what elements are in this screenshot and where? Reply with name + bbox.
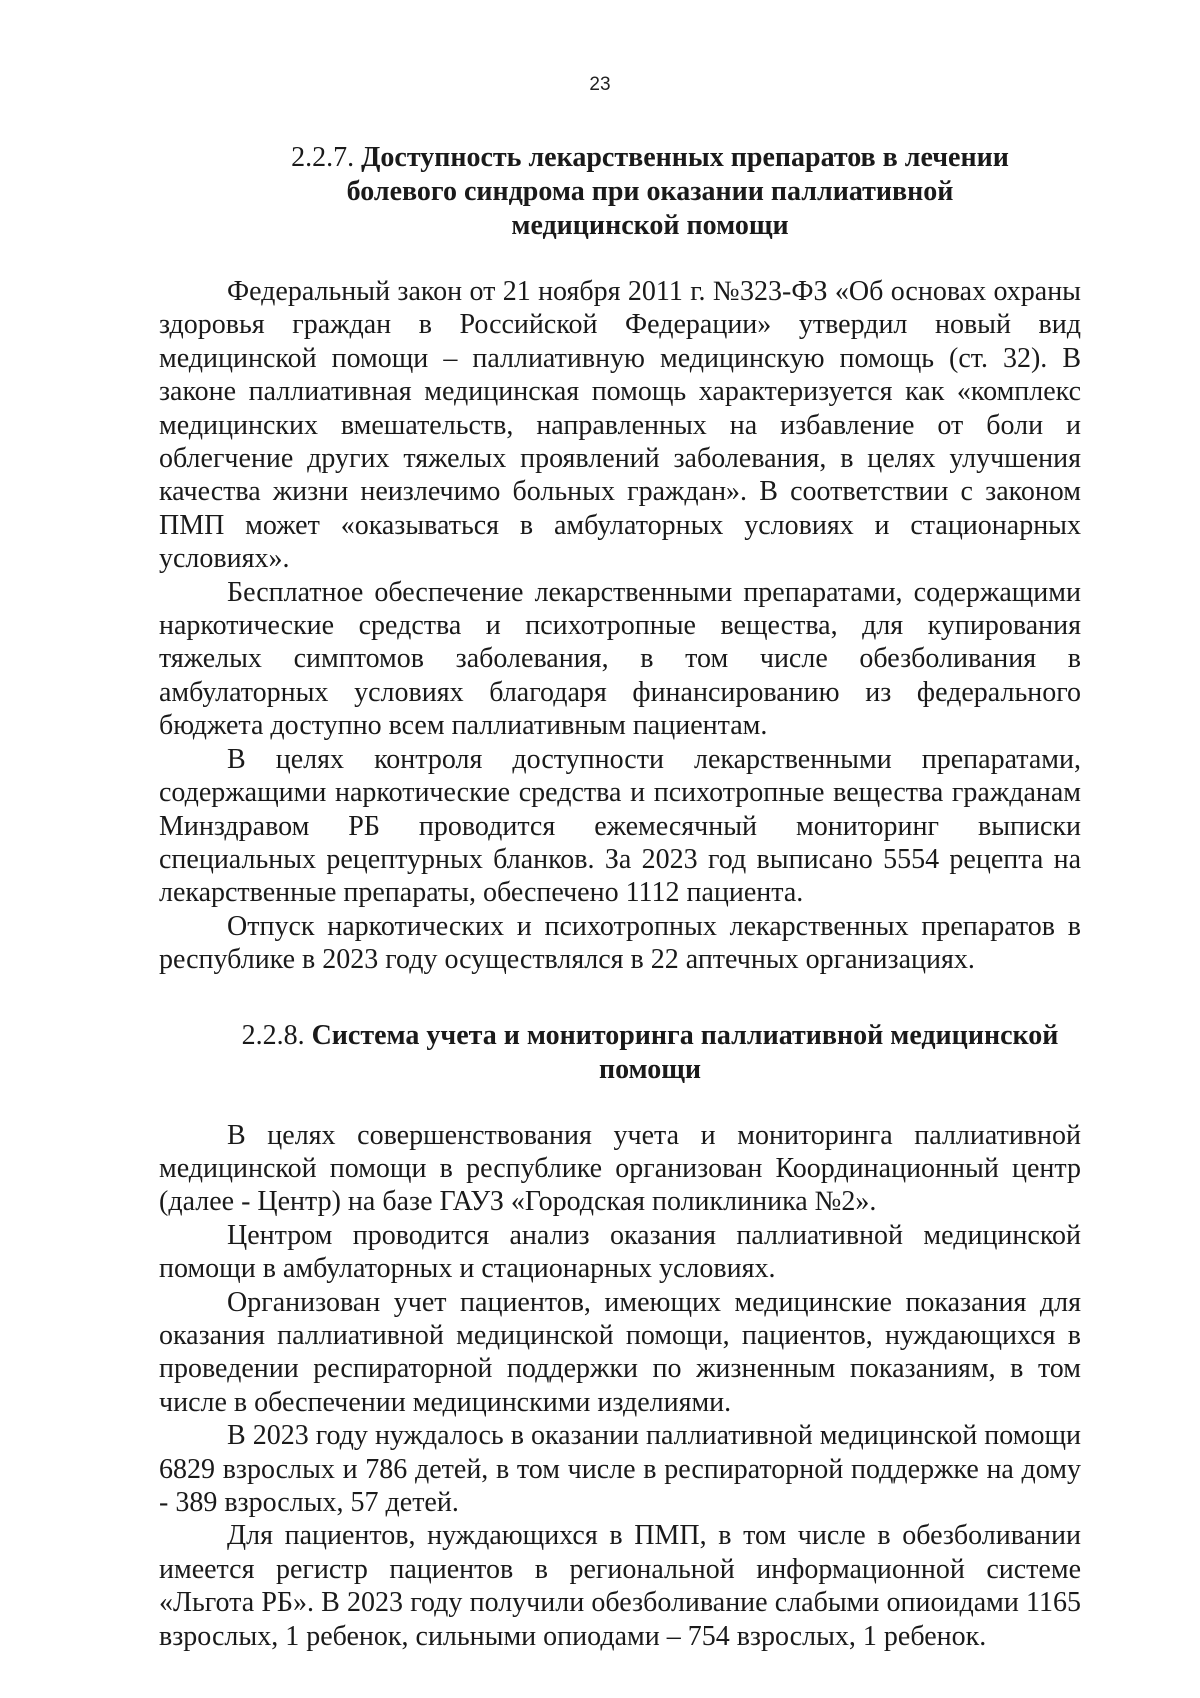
paragraph: Бесплатное обеспечение лекарственными препаратами, содержащими наркотические средства и психотропные вещества, для купирования тяжелых симптомов заболевания, в том числе обезболивания в амбулаторных условиях благодаря финансированию из федерального бюджета доступно всем паллиативным пациентам. (159, 576, 1081, 742)
paragraph: В 2023 году нуждалось в оказании паллиативной медицинской помощи 6829 взрослых и 786 детей, в том числе в респираторной поддержке на дому - 389 взрослых, 57 детей. (159, 1420, 1081, 1518)
paragraph: Центром проводится анализ оказания паллиативной медицинской помощи в амбулаторных и стационарных условиях. (159, 1219, 1081, 1285)
paragraph: Федеральный закон от 21 ноября 2011 г. №323-ФЗ «Об основах охраны здоровья граждан в Российской Федерации» утвердил новый вид медицинской помощи – паллиативную медицинскую помощь (ст. 32). В законе паллиативная медицинская помощь характеризуется как «комплекс медицинских вмешательств, направленных на избавление от боли и облегчение других тяжелых проявлений заболевания, в целях улучшения качества жизни неизлечимо больных граждан». В соответствии с законом ПМП может «оказываться в амбулаторных условиях и стационарных условиях». (159, 276, 1081, 575)
section-title: Система учета и мониторинга паллиативной медицинской помощи (311, 1019, 1059, 1085)
page-content (159, 141, 1081, 1653)
paragraph: В целях контроля доступности лекарственными препаратами, содержащими наркотические средства и психотропные вещества гражданам Минздравом РБ проводится ежемесячный мониторинг выписки специальных рецептурных бланков. За 2023 год выписано 5554 рецепта на лекарственные препараты, обеспечено 1112 пациента. (159, 743, 1081, 909)
spacer (159, 1087, 1081, 1119)
paragraph: Отпуск наркотических и психотропных лекарственных препаратов в республике в 2023 году осуществлялся в 22 аптечных организациях. (159, 910, 1081, 976)
paragraph: Для пациентов, нуждающихся в ПМП, в том числе в обезболивании имеется регистр пациентов в региональной информационной системе «Льгота РБ». В 2023 году получили обезболивание слабыми опиоидами 1165 взрослых, 1 ребенок, сильными опиодами – 754 взрослых, 1 ребенок. (159, 1520, 1081, 1652)
section-number: 2.2.7. (291, 142, 355, 173)
section-heading-2-2-8 (159, 1019, 1081, 1087)
section-number: 2.2.8. (241, 1019, 305, 1051)
spacer (159, 243, 1081, 275)
section-title: Доступность лекарственных препаратов в лечении болевого синдрома при оказании паллиативной медицинской помощи (346, 142, 1009, 241)
page-number: 23 (589, 74, 611, 95)
paragraph: В целях совершенствования учета и мониторинга паллиативной медицинской помощи в республике организован Координационный центр (далее - Центр) на базе ГАУЗ «Городская поликлиника №2». (159, 1119, 1081, 1218)
section-heading-2-2-7 (159, 141, 1081, 243)
paragraph: Организован учет пациентов, имеющих медицинские показания для оказания паллиативной медицинской помощи, пациентов, нуждающихся в проведении респираторной поддержки по жизненным показаниям, в том числе в обеспечении медицинскими изделиями. (159, 1286, 1081, 1418)
